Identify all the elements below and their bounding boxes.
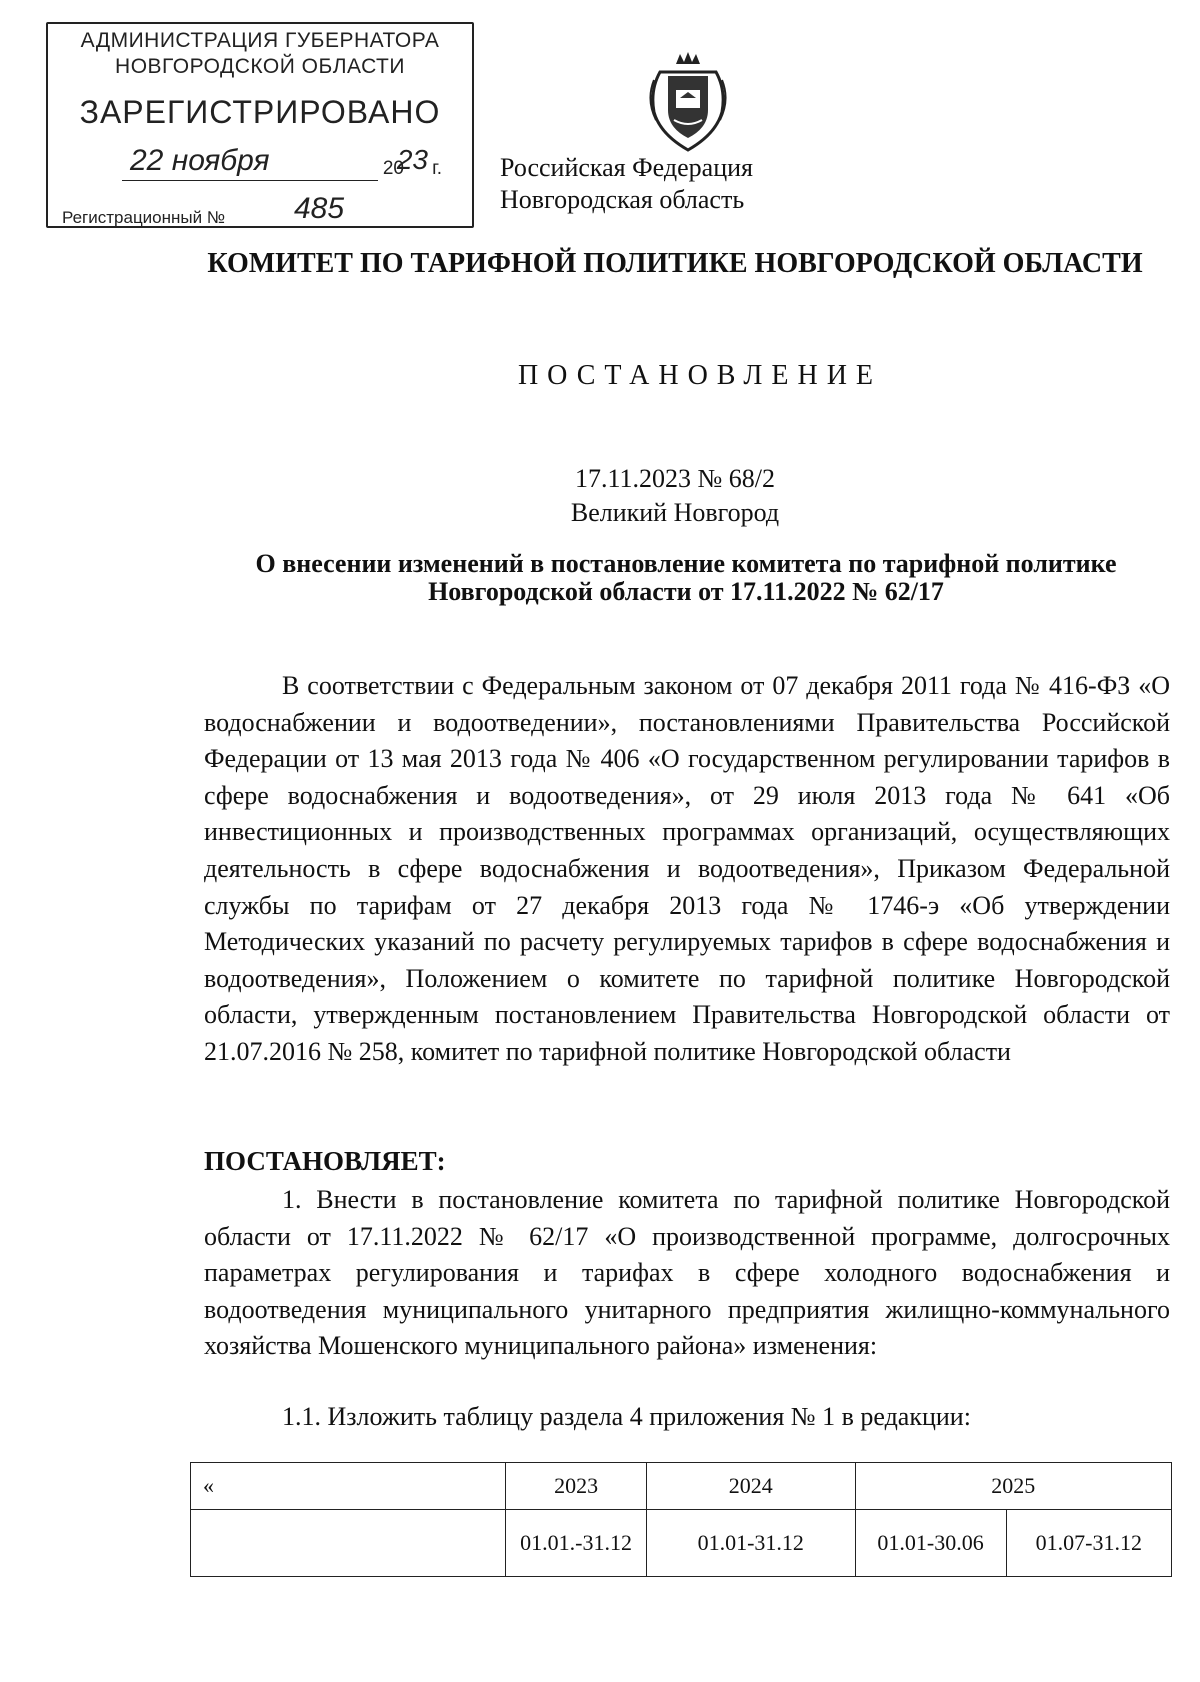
decree-heading: ПОСТАНОВЛЯЕТ:: [204, 1146, 446, 1176]
table-period-2024: 01.01-31.12: [646, 1510, 855, 1577]
stamp-year-suffix: г.: [432, 158, 442, 179]
table-period-row: [191, 1510, 1172, 1577]
item-1-1-paragraph: 1.1. Изложить таблицу раздела 4 приложения № 1 в редакции:: [282, 1402, 971, 1431]
stamp-number-underline: [276, 226, 458, 227]
document-number-block: [200, 462, 1150, 530]
table-header-row: [191, 1463, 1172, 1510]
stamp-number-label: Регистрационный №: [62, 208, 226, 227]
stamp-year-prefix: 20: [382, 158, 404, 179]
committee-title: КОМИТЕТ ПО ТАРИФНОЙ ПОЛИТИКЕ НОВГОРОДСКОЙ ОБЛАСТИ: [207, 248, 1143, 279]
table-period-2025-h1: 01.01-30.06: [855, 1510, 1006, 1577]
stamp-organization: [48, 28, 472, 80]
table-period-2023: 01.01.-31.12: [506, 1510, 647, 1577]
stamp-number-handwritten: 485: [294, 192, 345, 225]
registration-stamp: [46, 22, 474, 228]
table-period-2025-h2: 01.07-31.12: [1006, 1510, 1171, 1577]
document-subject: О внесении изменений в постановление комитета по тарифной политике Новгородской области от 17.11.2022 № 62/17: [255, 549, 1117, 606]
tariff-table: [190, 1462, 1172, 1577]
stamp-year-handwritten: 23: [396, 144, 428, 175]
stamp-registered: ЗАРЕГИСТРИРОВАНО: [79, 94, 441, 130]
table-year-2024: 2024: [646, 1463, 855, 1510]
table-year-2023: 2023: [506, 1463, 647, 1510]
region-name: Новгородская область: [500, 185, 745, 214]
table-year-2025: 2025: [855, 1463, 1171, 1510]
table-quote-cell: «: [191, 1463, 506, 1510]
stamp-date-underline: [122, 180, 378, 181]
stamp-date-handwritten: 22 ноября: [130, 144, 270, 177]
table-empty-cell: [191, 1510, 506, 1577]
country-region-header: [500, 152, 880, 216]
document-type: ПОСТАНОВЛЕНИЕ: [517, 360, 883, 391]
preamble-paragraph: В соответствии с Федеральным законом от 07 декабря 2011 года № 416-ФЗ «О водоснабжении и водоотведении», постановлениями Правительства Российской Федерации от 13 мая 2013 года № 406 «О государственном регулировании тарифов в сфере водоснабжения и водоотведения», от 29 июля 2013 года № 641 «Об инвестиционных и производственных программах организаций, осуществляющих деятельность в сфере водоснабжения и водоотведения», Приказом Федеральной службы по тарифам от 27 декабря 2013 года № 1746-э «Об утверждении Методических указаний по расчету регулируемых тарифов в сфере водоснабжения и водоотведения», Положением о комитете по тарифной политике Новгородской области, утвержденным постановлением Правительства Новгородской области от 21.07.2016 № 258, комитет по тарифной политике Новгородской области: [204, 671, 1170, 1066]
stamp-org-line2: НОВГОРОДСКОЙ ОБЛАСТИ: [115, 55, 405, 78]
stamp-org-line1: АДМИНИСТРАЦИЯ ГУБЕРНАТОРА: [80, 29, 440, 52]
stamp-number-line: [62, 192, 462, 228]
country-name: Российская Федерация: [500, 153, 753, 182]
coat-of-arms-icon: [646, 50, 730, 154]
document-date-number: 17.11.2023 № 68/2: [574, 464, 776, 493]
stamp-date-line: [82, 144, 442, 182]
item-1-paragraph: 1. Внести в постановление комитета по тарифной политике Новгородской области от 17.11.2022 № 62/17 «О производственной программе, долгосрочных параметрах регулирования и тарифах в сфере холодного водоснабжения и водоотведения муниципального унитарного предприятия жилищно-коммунального хозяйства Мошенского муниципального района» изменения:: [204, 1185, 1170, 1361]
document-city: Великий Новгород: [570, 498, 780, 527]
